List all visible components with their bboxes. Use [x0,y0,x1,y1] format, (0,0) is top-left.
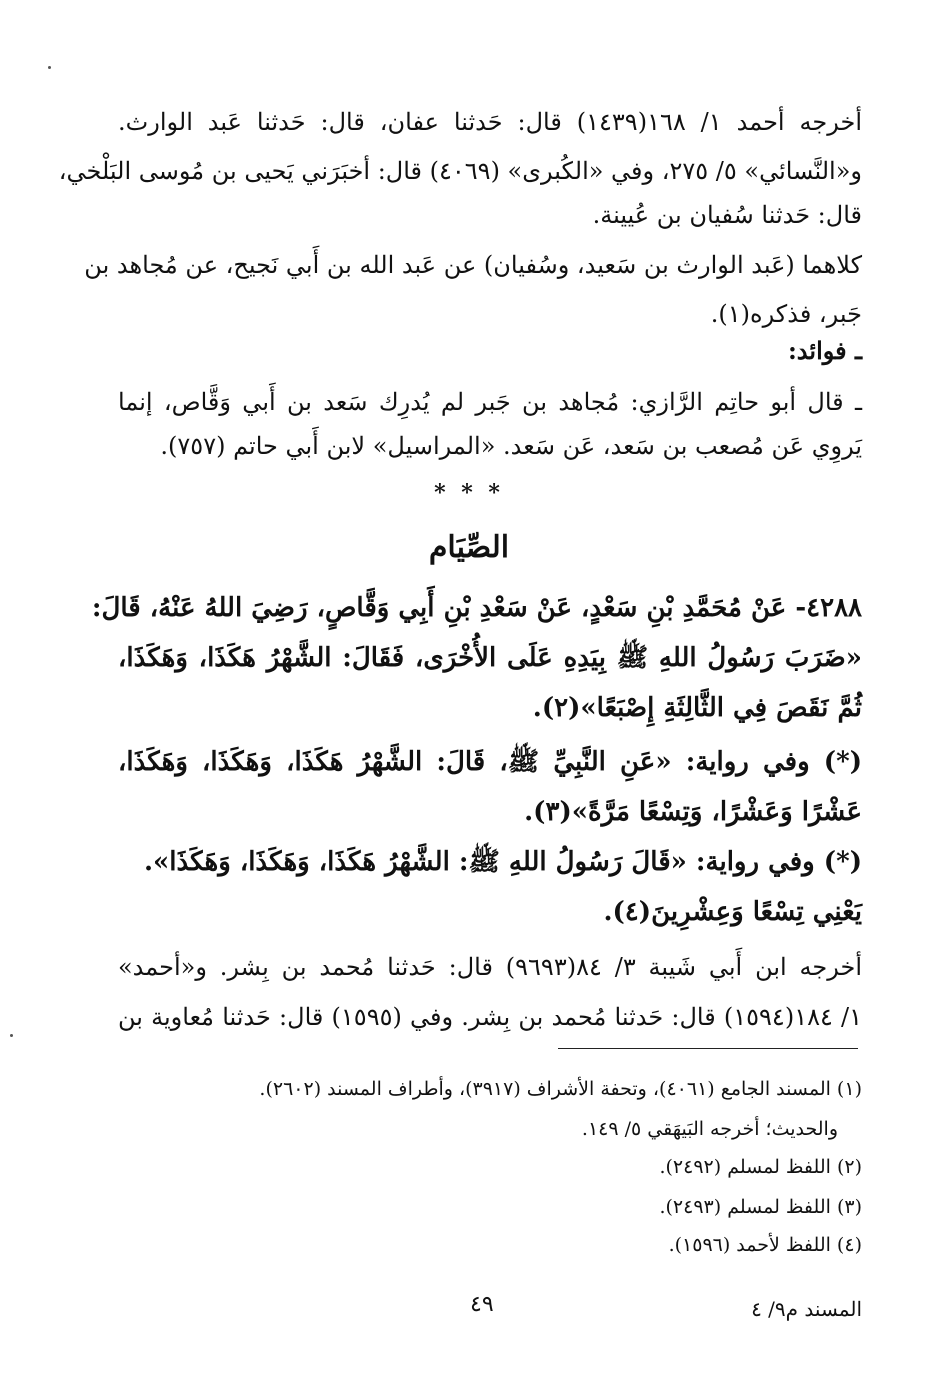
text-line: جَبر، فذكره(١). [710,300,862,328]
footnote: (٢) اللفظ لمسلم (٢٤٩٢). [659,1156,862,1178]
footnote: (٤) اللفظ لأحمد (١٥٩٦). [668,1234,862,1256]
text-line: قال: حَدثنا سُفيان بن عُيينة. [592,201,862,229]
scan-speck [10,1034,13,1037]
footnote: والحديث؛ أخرجه البَيهَقي ٥/ ١٤٩. [581,1118,838,1140]
text-line: يَروِي عَن مُصعب بن سَعد، عَن سَعد. «المراسيل» لابن أَبي حاتم (٧٥٧). [160,432,862,460]
footnote-divider [558,1048,858,1049]
text-line: كلاهما (عَبد الوارث بن سَعيد، وسُفيان) عن عَبد الله بن أَبي نَجيح، عن مُجاهد بن [84,251,862,279]
page-number: ٤٩ [470,1292,494,1317]
section-separator: * * * [434,480,504,506]
footnote: (١) المسند الجامع (٤٠٦١)، وتحفة الأشراف (٣٩١٧)، وأطراف المسند (٢٦٠٢). [259,1078,862,1100]
volume-signature: المسند م٩/ ٤ [751,1297,862,1321]
hadith-line: يَعْنِي تِسْعًا وَعِشْرِينَ(٤). [603,897,862,927]
hadith-line: ثُمَّ نَقَصَ فِي الثَّالِثَةِ إِصْبَعًا»(٢). [532,693,862,723]
hadith-line: ٤٢٨٨- عَنْ مُحَمَّدِ بْنِ سَعْدٍ، عَنْ سَعْدِ بْنِ أَبِي وَقَّاصٍ، رَضِيَ اللهُ عَنْهُ، قَالَ: [91,593,862,623]
hadith-line: «ضَرَبَ رَسُولُ اللهِ ﷺ بِيَدِهِ عَلَى الأُخْرَى، فَقَالَ: الشَّهْرُ هَكَذَا، وَهَكَذَا، [118,643,862,673]
footnote: (٣) اللفظ لمسلم (٢٤٩٣). [659,1196,862,1218]
text-line: ـ قال أبو حاتِم الرَّازي: مُجاهد بن جَبر لم يُدرِك سَعد بن أَبي وَقَّاص، إنما [118,388,862,416]
scan-speck [48,66,51,69]
text-line: ١/ ١٨٤(١٥٩٤) قال: حَدثنا مُحمد بن بِشر. وفي (١٥٩٥) قال: حَدثنا مُعاوية بن [118,1003,863,1031]
benefits-heading: ـ فوائد: [787,336,862,365]
hadith-line: (*) وفي رواية: «عَنِ النَّبِيِّ ﷺ، قَالَ: الشَّهْرُ هَكَذَا، وَهَكَذَا، وَهَكَذَا، [118,747,862,777]
text-line: أخرجه أحمد ١/ ١٦٨(١٤٣٩) قال: حَدثنا عفان، قال: حَدثنا عَبد الوارث. [118,108,862,136]
text-line: و«النَّسائي» ٥/ ٢٧٥، وفي «الكُبرى» (٤٠٦٩) قال: أخبَرَني يَحيى بن مُوسى البَلْخي، [58,157,862,185]
hadith-line: (*) وفي رواية: «قَالَ رَسُولُ اللهِ ﷺ: الشَّهْرُ هَكَذَا، وَهَكَذَا، وَهَكَذَا». [143,847,862,877]
section-title: الصِّيَام [428,530,510,565]
hadith-line: عَشْرًا وَعَشْرًا، وَتِسْعًا مَرَّةً»(٣). [524,797,862,827]
text-line: أخرجه ابن أَبي شَيبة ٣/ ٨٤(٩٦٩٣) قال: حَدثنا مُحمد بن بِشر. و«أحمد» [118,953,863,981]
